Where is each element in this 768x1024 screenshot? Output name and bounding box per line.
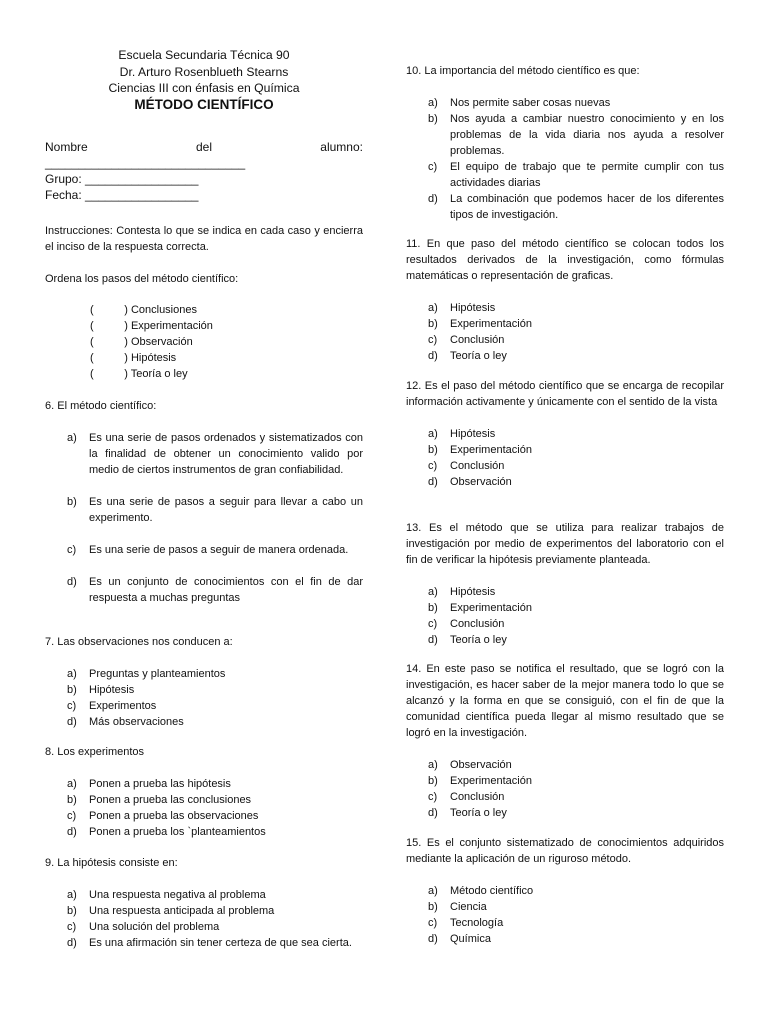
option-letter: c) <box>67 544 77 556</box>
option-text: Ponen a prueba las hipótesis <box>89 778 231 790</box>
option-text: Experimentación <box>450 444 532 456</box>
question-text: 10. La importancia del método científico es que: <box>406 65 640 77</box>
question-9 <box>45 855 363 951</box>
director-name: Dr. Arturo Rosenblueth Stearns <box>119 64 289 79</box>
option-letter: d) <box>428 634 438 646</box>
option-text: La combinación que podemos hacer de los diferentes tipos de investigación. <box>450 193 724 221</box>
document-title: MÉTODO CIENTÍFICO <box>134 96 274 112</box>
answer-options <box>67 430 363 606</box>
option-text: Ciencia <box>450 901 487 913</box>
option-letter: d) <box>428 350 438 362</box>
answer-option[interactable] <box>67 494 363 526</box>
option-text: Ponen a prueba las observaciones <box>89 810 259 822</box>
option-text: Tecnología <box>450 917 504 929</box>
option-letter: d) <box>428 193 438 205</box>
question-15 <box>406 835 724 947</box>
option-text: Ponen a prueba las conclusiones <box>89 794 252 806</box>
option-letter: a) <box>67 889 77 901</box>
name-blank-line[interactable]: ______________________________ <box>45 156 246 170</box>
instructions: Instrucciones: Contesta lo que se indica en cada caso y encierra el inciso de la respuesta correcta. <box>45 225 363 253</box>
name-word-1: Nombre <box>45 140 88 154</box>
answer-option[interactable] <box>67 682 363 698</box>
question-11 <box>406 236 724 364</box>
order-item[interactable]: ( ) Teoría o ley <box>90 368 188 380</box>
question-text: 13. Es el método que se utiliza para realizar trabajos de investigación por medio de experimentos del laboratorio con el fin de verificar la hipótesis previamente planteada. <box>406 522 724 566</box>
answer-option[interactable] <box>67 887 363 903</box>
option-text: Preguntas y planteamientos <box>89 668 226 680</box>
option-text: Experimentos <box>89 700 157 712</box>
answer-option[interactable] <box>67 430 363 478</box>
answer-option[interactable] <box>67 666 363 682</box>
option-text: Hipótesis <box>450 302 496 314</box>
answer-option[interactable] <box>428 600 724 616</box>
option-letter: c) <box>428 917 438 929</box>
answer-option[interactable] <box>428 584 724 600</box>
option-text: Es una serie de pasos ordenados y sistematizados con la finalidad de obtener un conocimiento valido por medio de ciertos instrumentos de gran confiabilidad. <box>89 432 363 476</box>
answer-option[interactable] <box>428 899 724 915</box>
order-item[interactable]: ( ) Observación <box>90 336 193 348</box>
answer-option[interactable] <box>428 316 724 332</box>
answer-option[interactable] <box>428 191 724 223</box>
subject-name: Ciencias III con énfasis en Química <box>108 81 300 95</box>
question-13 <box>406 520 724 648</box>
option-letter: a) <box>428 97 438 109</box>
order-list <box>90 302 350 382</box>
option-letter: d) <box>67 937 77 949</box>
option-text: Una solución del problema <box>89 921 220 933</box>
answer-option[interactable] <box>428 773 724 789</box>
answer-option[interactable] <box>428 931 724 947</box>
option-text: Método científico <box>450 885 534 897</box>
group-field[interactable]: Grupo: _________________ <box>45 172 199 186</box>
name-label-row <box>45 139 363 155</box>
answer-option[interactable] <box>67 935 363 951</box>
option-text: Es una serie de pasos a seguir de manera ordenada. <box>89 544 349 556</box>
option-text: Hipótesis <box>89 684 135 696</box>
answer-options <box>428 883 724 947</box>
order-prompt: Ordena los pasos del método científico: <box>45 273 239 285</box>
option-letter: d) <box>67 716 77 728</box>
answer-option[interactable] <box>428 95 724 111</box>
student-info-form <box>45 139 363 203</box>
answer-options <box>428 300 724 364</box>
option-letter: b) <box>428 901 438 913</box>
option-text: Conclusión <box>450 334 505 346</box>
answer-option[interactable] <box>428 300 724 316</box>
option-letter: b) <box>428 444 438 456</box>
order-item[interactable]: ( ) Hipótesis <box>90 352 177 364</box>
option-letter: b) <box>67 684 77 696</box>
option-text: Es un conjunto de conocimientos con el fin de dar respuesta a muchas preguntas <box>89 576 363 604</box>
option-text: Teoría o ley <box>450 807 507 819</box>
option-text: Teoría o ley <box>450 350 507 362</box>
date-field[interactable]: Fecha: _________________ <box>45 188 199 202</box>
answer-option[interactable] <box>428 111 724 159</box>
option-letter: d) <box>428 476 438 488</box>
answer-options <box>67 776 363 840</box>
option-text: Es una afirmación sin tener certeza de que sea cierta. <box>89 937 352 949</box>
option-letter: b) <box>67 794 77 806</box>
answer-option[interactable] <box>428 805 724 821</box>
answer-option[interactable] <box>67 542 363 558</box>
question-text: 14. En este paso se notifica el resultado, que se logró con la investigación, es hacer saber de la mejor manera todo lo que se alcanzó y la forma en que se consiguió, con el fin de que la comunidad científica pueda llegar al mismo resultado que se logró en la investigación. <box>406 663 724 739</box>
option-letter: b) <box>428 775 438 787</box>
answer-option[interactable] <box>67 919 363 935</box>
option-text: Experimentación <box>450 775 532 787</box>
option-text: Conclusión <box>450 460 505 472</box>
order-item[interactable]: ( ) Conclusiones <box>90 304 197 316</box>
question-text: 11. En que paso del método científico se colocan todos los resultados derivados de la investigación, como fórmulas matemáticas o representación de graficas. <box>406 238 724 282</box>
question-8 <box>45 744 363 840</box>
option-letter: c) <box>67 810 77 822</box>
option-text: Observación <box>450 476 512 488</box>
answer-options <box>67 666 363 730</box>
option-letter: c) <box>67 921 77 933</box>
answer-option[interactable] <box>428 458 724 474</box>
option-letter: a) <box>428 885 438 897</box>
answer-option[interactable] <box>67 808 363 824</box>
option-text: Experimentación <box>450 602 532 614</box>
option-text: Más observaciones <box>89 716 184 728</box>
option-letter: c) <box>428 618 438 630</box>
answer-option[interactable] <box>67 903 363 919</box>
option-text: Una respuesta anticipada al problema <box>89 905 275 917</box>
answer-option[interactable] <box>428 159 724 191</box>
answer-option[interactable] <box>428 632 724 648</box>
school-name: Escuela Secundaria Técnica 90 <box>118 48 290 62</box>
name-word-3: alumno: <box>320 140 363 154</box>
answer-option[interactable] <box>428 426 724 442</box>
option-text: Hipótesis <box>450 428 496 440</box>
question-text: 9. La hipótesis consiste en: <box>45 857 178 869</box>
question-12 <box>406 378 724 490</box>
option-letter: c) <box>67 700 77 712</box>
option-text: Nos ayuda a cambiar nuestro conocimiento y en los problemas de la vida diaria nos ayuda a resolver problemas. <box>450 113 724 157</box>
question-6 <box>45 398 363 606</box>
answer-option[interactable] <box>428 915 724 931</box>
option-letter: b) <box>428 602 438 614</box>
question-text: 6. El método científico: <box>45 400 157 412</box>
option-letter: c) <box>428 161 438 173</box>
option-letter: d) <box>428 807 438 819</box>
answer-options <box>428 757 724 821</box>
option-letter: c) <box>428 460 438 472</box>
option-text: Una respuesta negativa al problema <box>89 889 266 901</box>
option-letter: a) <box>428 586 438 598</box>
option-letter: c) <box>428 791 438 803</box>
answer-option[interactable] <box>67 776 363 792</box>
option-letter: a) <box>428 302 438 314</box>
answer-options <box>67 887 363 951</box>
question-text: 8. Los experimentos <box>45 746 145 758</box>
answer-option[interactable] <box>428 789 724 805</box>
option-text: Teoría o ley <box>450 634 507 646</box>
answer-option[interactable] <box>428 883 724 899</box>
option-letter: a) <box>67 432 77 444</box>
answer-options <box>428 95 724 223</box>
answer-option[interactable] <box>428 442 724 458</box>
name-word-2: del <box>195 140 212 154</box>
option-letter: b) <box>67 496 77 508</box>
answer-option[interactable] <box>67 824 363 840</box>
option-letter: a) <box>428 759 438 771</box>
answer-option[interactable] <box>428 757 724 773</box>
option-letter: a) <box>428 428 438 440</box>
question-text: 15. Es el conjunto sistematizado de conocimientos adquiridos mediante la aplicación de un riguroso método. <box>406 837 724 865</box>
option-text: Química <box>450 933 491 945</box>
order-item[interactable]: ( ) Experimentación <box>90 320 213 332</box>
option-text: Observación <box>450 759 512 771</box>
answer-option[interactable] <box>428 474 724 490</box>
option-text: Nos permite saber cosas nuevas <box>450 97 611 109</box>
option-letter: b) <box>67 905 77 917</box>
option-letter: d) <box>67 826 77 838</box>
answer-option[interactable] <box>67 698 363 714</box>
answer-option[interactable] <box>67 792 363 808</box>
option-text: Ponen a prueba los `planteamientos <box>89 826 266 838</box>
option-letter: d) <box>67 576 77 588</box>
question-text: 12. Es el paso del método científico que se encarga de recopilar información activamente y únicamente con el sentido de la vista <box>406 380 724 408</box>
option-text: Conclusión <box>450 618 505 630</box>
answer-options <box>428 426 724 490</box>
question-7 <box>45 634 363 730</box>
answer-option[interactable] <box>428 332 724 348</box>
option-text: El equipo de trabajo que te permite cumplir con tus actividades diarias <box>450 161 724 189</box>
option-text: Es una serie de pasos a seguir para llevar a cabo un experimento. <box>89 496 363 524</box>
option-letter: c) <box>428 334 438 346</box>
option-letter: b) <box>428 113 438 125</box>
question-text: 7. Las observaciones nos conducen a: <box>45 636 233 648</box>
option-letter: b) <box>428 318 438 330</box>
question-14 <box>406 661 724 821</box>
answer-options <box>428 584 724 648</box>
answer-option[interactable] <box>428 348 724 364</box>
answer-option[interactable] <box>428 616 724 632</box>
option-text: Experimentación <box>450 318 532 330</box>
option-text: Conclusión <box>450 791 505 803</box>
answer-option[interactable] <box>67 574 363 606</box>
answer-option[interactable] <box>67 714 363 730</box>
question-10 <box>406 63 724 223</box>
option-letter: a) <box>67 778 77 790</box>
document-header <box>45 47 363 113</box>
option-letter: a) <box>67 668 77 680</box>
option-text: Hipótesis <box>450 586 496 598</box>
option-letter: d) <box>428 933 438 945</box>
